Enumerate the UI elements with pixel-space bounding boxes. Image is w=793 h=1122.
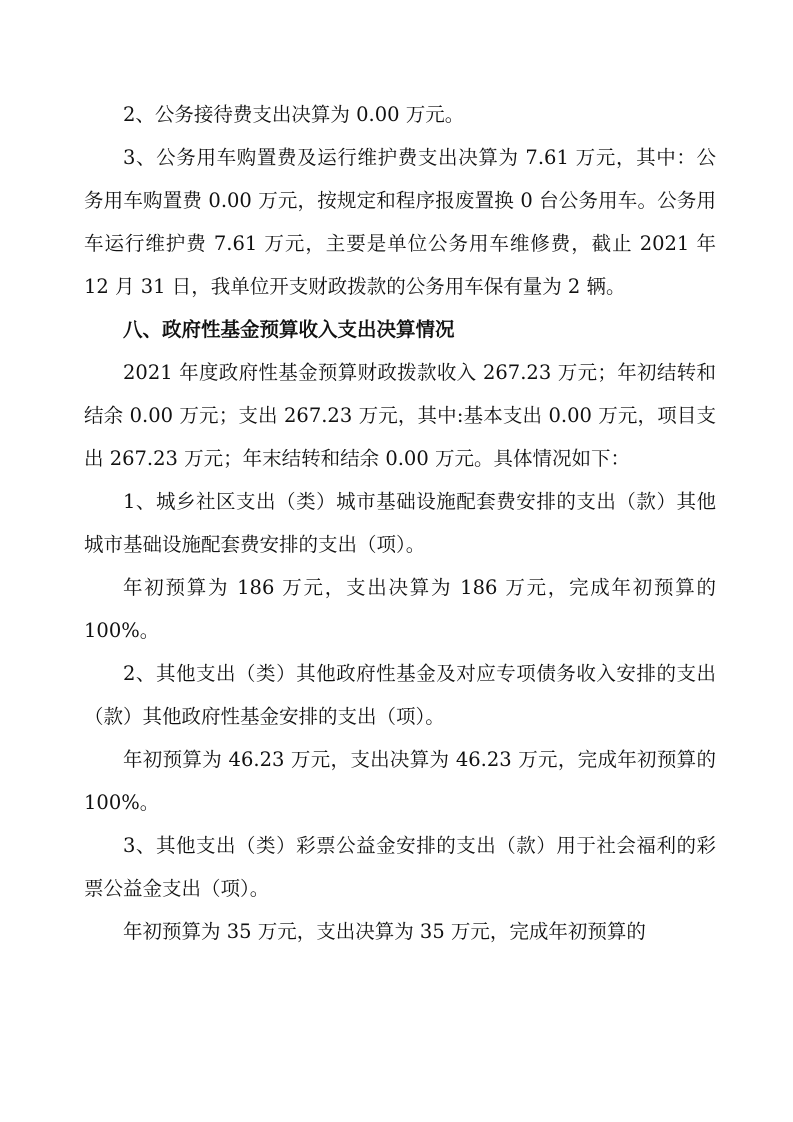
paragraph-item-1-title: 1、城乡社区支出（类）城市基础设施配套费安排的支出（款）其他城市基础设施配套费安排的支出（项）。	[84, 490, 716, 556]
paragraph-item-3-budget: 年初预算为 35 万元，支出决算为 35 万元，完成年初预算的	[123, 920, 646, 943]
section-heading-government-fund: 八、政府性基金预算收入支出决算情况	[123, 318, 455, 341]
paragraph-vehicle-expense: 3、公务用车购置费及运行维护费支出决算为 7.61 万元，其中：公务用车购置费 0.00 万元，按规定和程序报废置换 0 台公务用车。公务用车运行维护费 7.61 万元，主要是单位公务用车维修费，截止 2021 年 12 月 31 日，我单位开支财政拨款的公务用车保有量为 2 辆。	[84, 146, 716, 298]
paragraph-fund-summary: 2021 年度政府性基金预算财政拨款收入 267.23 万元；年初结转和结余 0.00 万元；支出 267.23 万元，其中:基本支出 0.00 万元，项目支出 267.23 万元；年末结转和结余 0.00 万元。具体情况如下：	[84, 361, 716, 470]
paragraph-item-1-budget: 年初预算为 186 万元，支出决算为 186 万元，完成年初预算的 100%。	[84, 576, 716, 642]
document-page	[84, 93, 716, 953]
paragraph-item-3-title: 3、其他支出（类）彩票公益金安排的支出（款）用于社会福利的彩票公益金支出（项）。	[84, 834, 716, 900]
paragraph-item-2-title: 2、其他支出（类）其他政府性基金及对应专项债务收入安排的支出（款）其他政府性基金安排的支出（项）。	[84, 662, 716, 728]
paragraph-item-2-budget: 年初预算为 46.23 万元，支出决算为 46.23 万元，完成年初预算的 100%。	[84, 748, 716, 814]
paragraph-reception-expense: 2、公务接待费支出决算为 0.00 万元。	[123, 103, 465, 126]
